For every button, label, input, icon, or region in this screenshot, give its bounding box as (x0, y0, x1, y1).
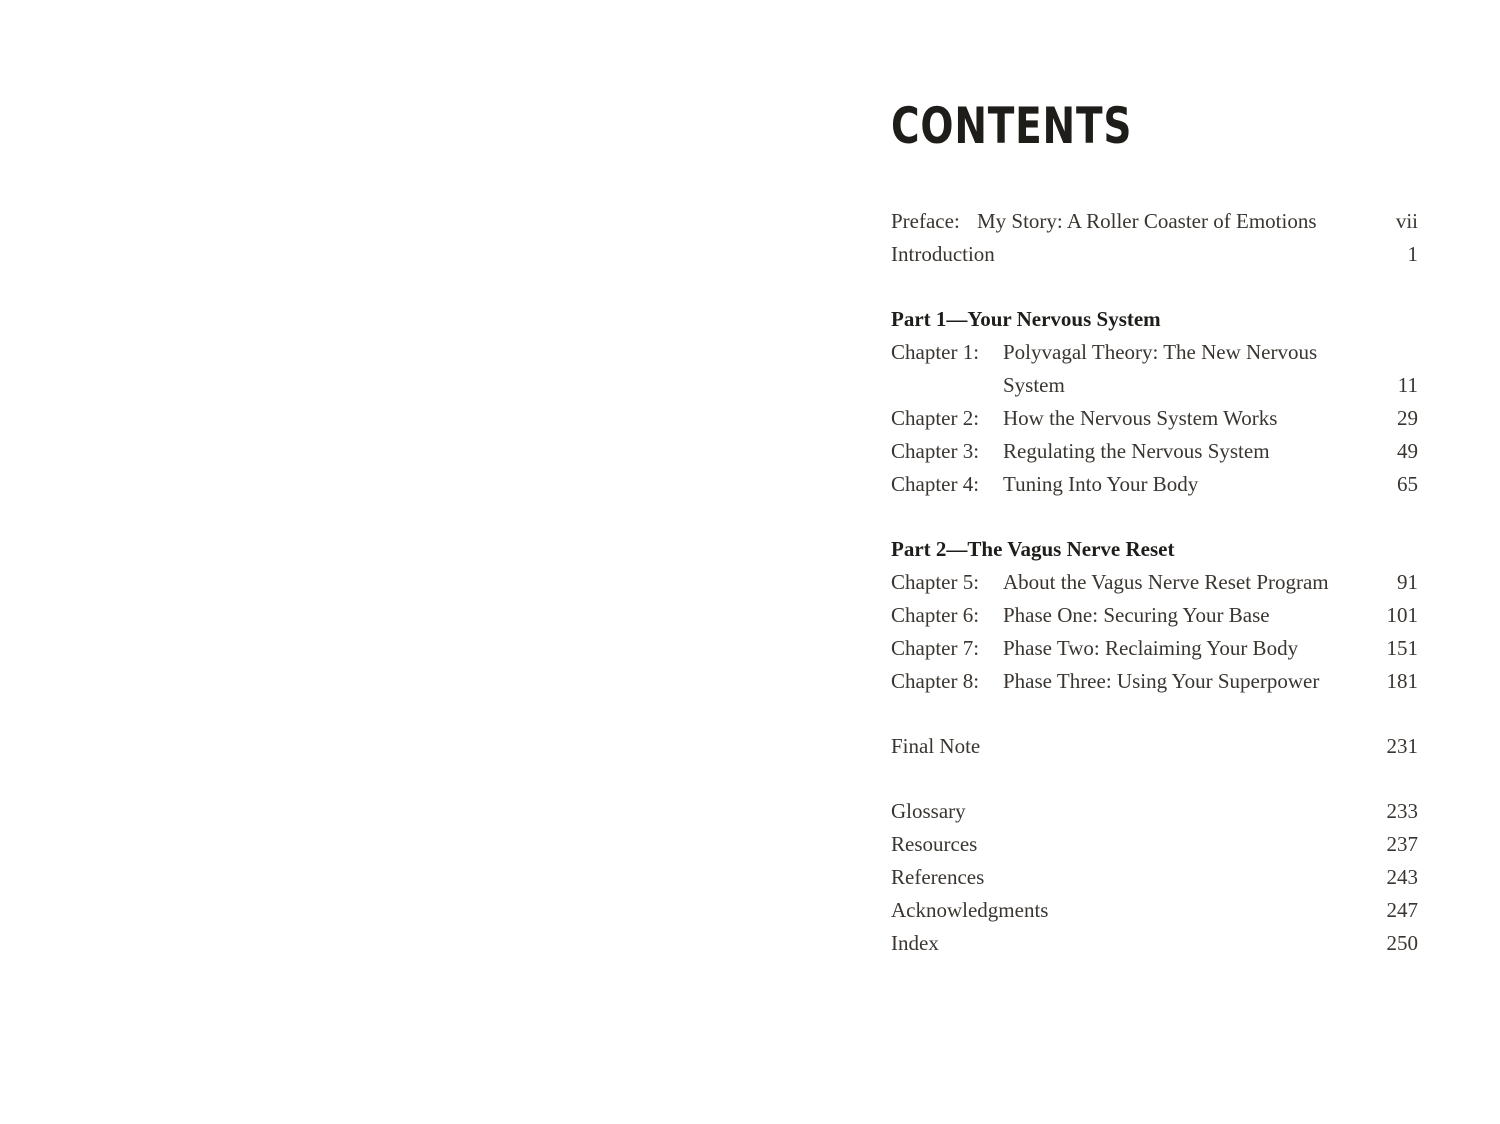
toc-entry-page: 11 (1397, 373, 1418, 397)
toc-entry-chapter-1[interactable] (891, 336, 1418, 369)
toc-entry-preface[interactable] (891, 205, 1418, 238)
toc-entry-page: 151 (1386, 636, 1418, 660)
toc-entry-label: Chapter 3: (891, 439, 980, 463)
toc-entry-page: 243 (1386, 865, 1418, 889)
toc-entry-references[interactable] (891, 861, 1418, 894)
toc-entry-page: 233 (1386, 799, 1418, 823)
toc-entry-chapter-2[interactable] (891, 402, 1418, 435)
page-title: CONTENTS (891, 97, 1133, 155)
toc-entry-label: Chapter 6: (891, 603, 980, 627)
toc-entry-title: Polyvagal Theory: The New Nervous (1003, 340, 1318, 364)
toc-entry-acknowledgments[interactable] (891, 894, 1418, 927)
toc-entry-chapter-6[interactable] (891, 599, 1418, 632)
toc-entry-page: 1 (1407, 242, 1418, 266)
toc-entry-label: Chapter 1: (891, 340, 980, 364)
toc-entry-label: Index (891, 931, 939, 955)
toc-entry-label: Final Note (891, 734, 981, 758)
toc-entry-resources[interactable] (891, 828, 1418, 861)
toc-entry-page: 247 (1386, 898, 1418, 922)
toc-entry-page: 250 (1386, 931, 1418, 955)
toc-entry-page: 49 (1397, 439, 1418, 463)
toc-entry-title: Phase One: Securing Your Base (1003, 603, 1270, 627)
table-of-contents (891, 205, 1418, 960)
toc-entry-title: Tuning Into Your Body (1003, 472, 1199, 496)
toc-entry-page: 101 (1386, 603, 1418, 627)
toc-entry-label: Glossary (891, 799, 966, 823)
toc-entry-page: 181 (1386, 669, 1418, 693)
toc-entry-page: 231 (1386, 734, 1418, 758)
toc-entry-title: Phase Two: Reclaiming Your Body (1003, 636, 1299, 660)
toc-part-title: Part 2—The Vagus Nerve Reset (891, 537, 1175, 561)
toc-entry-label: Preface: (891, 209, 960, 233)
toc-entry-label: Introduction (891, 242, 995, 266)
toc-entry-page: vii (1395, 209, 1418, 233)
toc-entry-final-note[interactable] (891, 730, 1418, 763)
toc-entry-introduction[interactable] (891, 238, 1418, 271)
toc-entry-title: How the Nervous System Works (1003, 406, 1278, 430)
toc-entry-page: 29 (1397, 406, 1418, 430)
toc-entry-index[interactable] (891, 927, 1418, 960)
toc-entry-page: 65 (1397, 472, 1418, 496)
toc-entry-label: Chapter 2: (891, 406, 980, 430)
toc-entry-label: Chapter 7: (891, 636, 980, 660)
toc-entry-chapter-8[interactable] (891, 665, 1418, 698)
toc-entry-chapter-5[interactable] (891, 566, 1418, 599)
toc-part-title: Part 1—Your Nervous System (891, 307, 1161, 331)
toc-entry-title: Phase Three: Using Your Superpower (1003, 669, 1320, 693)
toc-entry-page: 91 (1397, 570, 1418, 594)
toc-entry-title: About the Vagus Nerve Reset Program (1003, 570, 1329, 594)
toc-entry-page: 237 (1386, 832, 1418, 856)
toc-entry-title: Regulating the Nervous System (1003, 439, 1270, 463)
toc-entry-chapter-4[interactable] (891, 468, 1418, 501)
toc-entry-title: My Story: A Roller Coaster of Emotions (977, 209, 1317, 233)
toc-entry-chapter-7[interactable] (891, 632, 1418, 665)
toc-entry-label: Resources (891, 832, 978, 856)
toc-part-heading-2[interactable] (891, 533, 1418, 566)
toc-entry-label: References (891, 865, 985, 889)
toc-part-heading-1[interactable] (891, 303, 1418, 336)
toc-entry-label: Acknowledgments (891, 898, 1049, 922)
toc-entry-label: Chapter 8: (891, 669, 980, 693)
toc-entry-label: Chapter 5: (891, 570, 980, 594)
toc-entry-glossary[interactable] (891, 795, 1418, 828)
toc-entry-title-continuation: System (1003, 373, 1065, 397)
toc-entry-label: Chapter 4: (891, 472, 980, 496)
toc-entry-chapter-1-continued[interactable] (891, 369, 1418, 402)
toc-entry-chapter-3[interactable] (891, 435, 1418, 468)
